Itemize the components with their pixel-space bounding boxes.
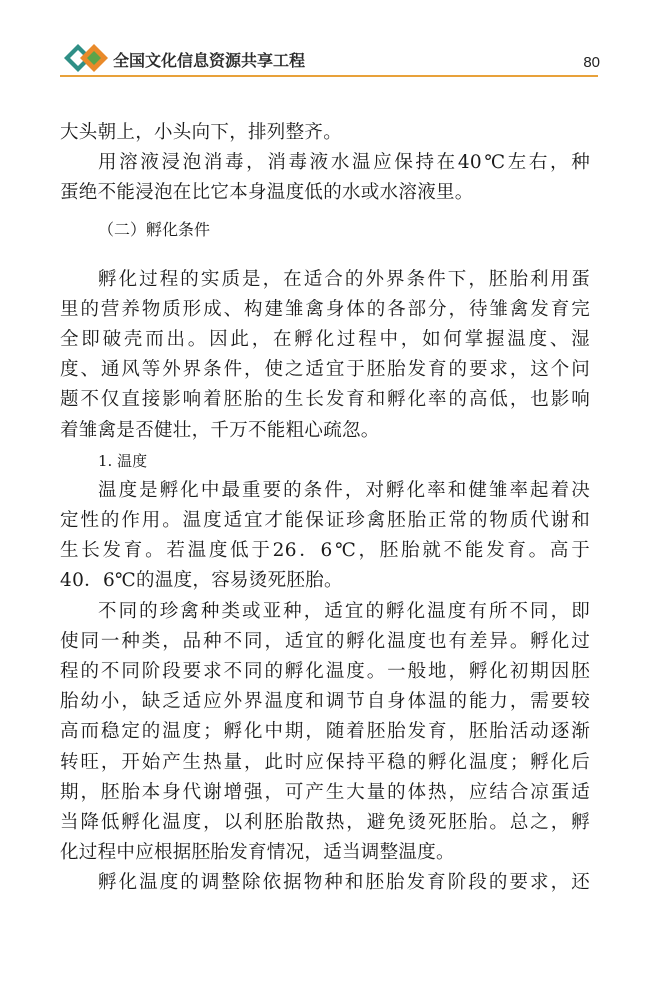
- body-line: 生长发育。若温度低于26．6℃，胚胎就不能发育。高于: [60, 540, 590, 562]
- body-line: 题不仅直接影响着胚胎的生长发育和孵化率的高低，也影响: [60, 389, 590, 411]
- body-line: 期，胚胎本身代谢增强，可产生大量的体热，应结合凉蛋适: [60, 781, 590, 803]
- body-line: 温度是孵化中最重要的条件，对孵化率和健雏率起着决: [98, 479, 590, 501]
- body-line: 蛋绝不能浸泡在比它本身温度低的水或水溶液里。: [60, 182, 474, 204]
- section-heading: （二）孵化条件: [98, 219, 211, 239]
- body-line: 转旺，开始产生热量，此时应保持平稳的孵化温度；孵化后: [60, 751, 590, 773]
- body-line: 化过程中应根据胚胎发育情况，适当调整温度。: [60, 842, 455, 864]
- sub-heading: 1. 温度: [98, 451, 148, 470]
- header-rule: [60, 75, 598, 77]
- body-line: 孵化温度的调整除依据物种和胚胎发育阶段的要求，还: [98, 872, 590, 894]
- header-title: 全国文化信息资源共享工程: [113, 51, 306, 70]
- body-line: 胎幼小，缺乏适应外界温度和调节自身体温的能力，需要较: [60, 691, 590, 713]
- page-body: [60, 118, 590, 899]
- body-line: 里的营养物质形成、构建雏禽身体的各部分，待雏禽发育完: [60, 298, 590, 320]
- page-number: 80: [583, 54, 600, 71]
- body-line: 程的不同阶段要求不同的孵化温度。一般地，孵化初期因胚: [60, 661, 590, 682]
- body-line: 着雏禽是否健壮，千万不能粗心疏忽。: [60, 419, 380, 441]
- body-line: 度、通风等外界条件，使之适宜于胚胎发育的要求，这个问: [60, 359, 590, 381]
- body-line: 孵化过程的实质是，在适合的外界条件下，胚胎利用蛋: [98, 268, 590, 290]
- body-line: 定性的作用。温度适宜才能保证珍禽胚胎正常的物质代谢和: [60, 510, 590, 532]
- body-line: 大头朝上，小头向下，排列整齐。: [60, 122, 343, 143]
- body-line: 40．6℃的温度，容易烫死胚胎。: [60, 570, 343, 592]
- diamond-logo-icon: [60, 38, 112, 78]
- body-line: 当降低孵化温度，以利胚胎散热，避免烫死胚胎。总之，孵: [60, 811, 590, 833]
- body-line: 使同一种类，品种不同，适宜的孵化温度也有差异。孵化过: [60, 630, 590, 652]
- page-header: [0, 0, 646, 82]
- body-line: 高而稳定的温度；孵化中期，随着胚胎发育，胚胎活动逐渐: [60, 721, 590, 743]
- body-line: 不同的珍禽种类或亚种，适宜的孵化温度有所不同，即: [98, 600, 590, 622]
- body-line: 全即破壳而出。因此，在孵化过程中，如何掌握温度、湿: [60, 328, 590, 350]
- body-line: 用溶液浸泡消毒，消毒液水温应保持在40℃左右，种: [98, 152, 590, 174]
